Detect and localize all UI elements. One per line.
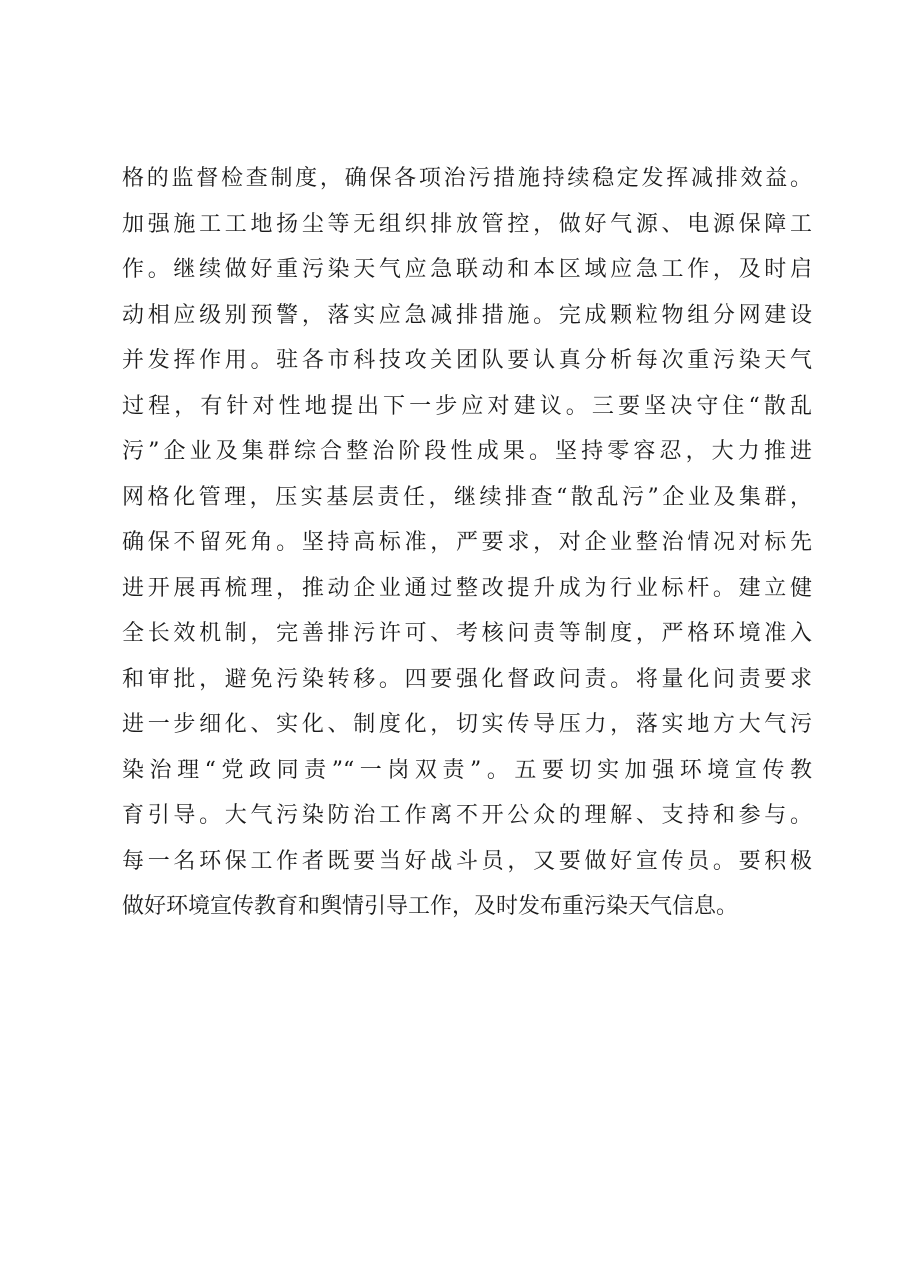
- text-line: 全长效机制，完善排污许可、考核问责等制度，严格环境准入: [122, 621, 812, 646]
- text-line: 确保不留死角。坚持高标准，严要求，对企业整治情况对标先: [122, 530, 812, 555]
- text-line: 每一名环保工作者既要当好战斗员，又要做好宣传员。要积极: [122, 848, 812, 874]
- body-paragraph: [122, 156, 812, 930]
- text-line: 染治理“党政同责”“一岗双责”。五要切实加强环境宣传教: [122, 757, 812, 783]
- text-line: 作。继续做好重污染天气应急联动和本区域应急工作，及时启: [122, 257, 812, 282]
- text-line: 进一步细化、实化、制度化，切实传导压力，落实地方大气污: [122, 712, 812, 737]
- text-line: 并发挥作用。驻各市科技攻关团队要认真分析每次重污染天气: [122, 348, 812, 373]
- text-line: 和审批，避免污染转移。四要强化督政问责。将量化问责要求: [122, 666, 812, 692]
- text-line: 污”企业及集群综合整治阶段性成果。坚持零容忍，大力推进: [122, 439, 812, 464]
- text-line: 格的监督检查制度，确保各项治污措施持续稳定发挥减排效益。: [122, 166, 812, 191]
- text-line: 动相应级别预警，落实应急减排措施。完成颗粒物组分网建设: [122, 302, 812, 328]
- text-line: 过程，有针对性地提出下一步应对建议。三要坚决守住“散乱: [122, 393, 812, 419]
- text-line: 做好环境宣传教育和舆情引导工作，及时发布重污染天气信息。: [122, 894, 739, 919]
- text-line: 进开展再梳理，推动企业通过整改提升成为行业标杆。建立健: [122, 575, 812, 601]
- text-line: 育引导。大气污染防治工作离不开公众的理解、支持和参与。: [122, 803, 812, 828]
- text-line: 网格化管理，压实基层责任，继续排查“散乱污”企业及集群，: [122, 484, 812, 510]
- text-line: 加强施工工地扬尘等无组织排放管控，做好气源、电源保障工: [122, 211, 812, 237]
